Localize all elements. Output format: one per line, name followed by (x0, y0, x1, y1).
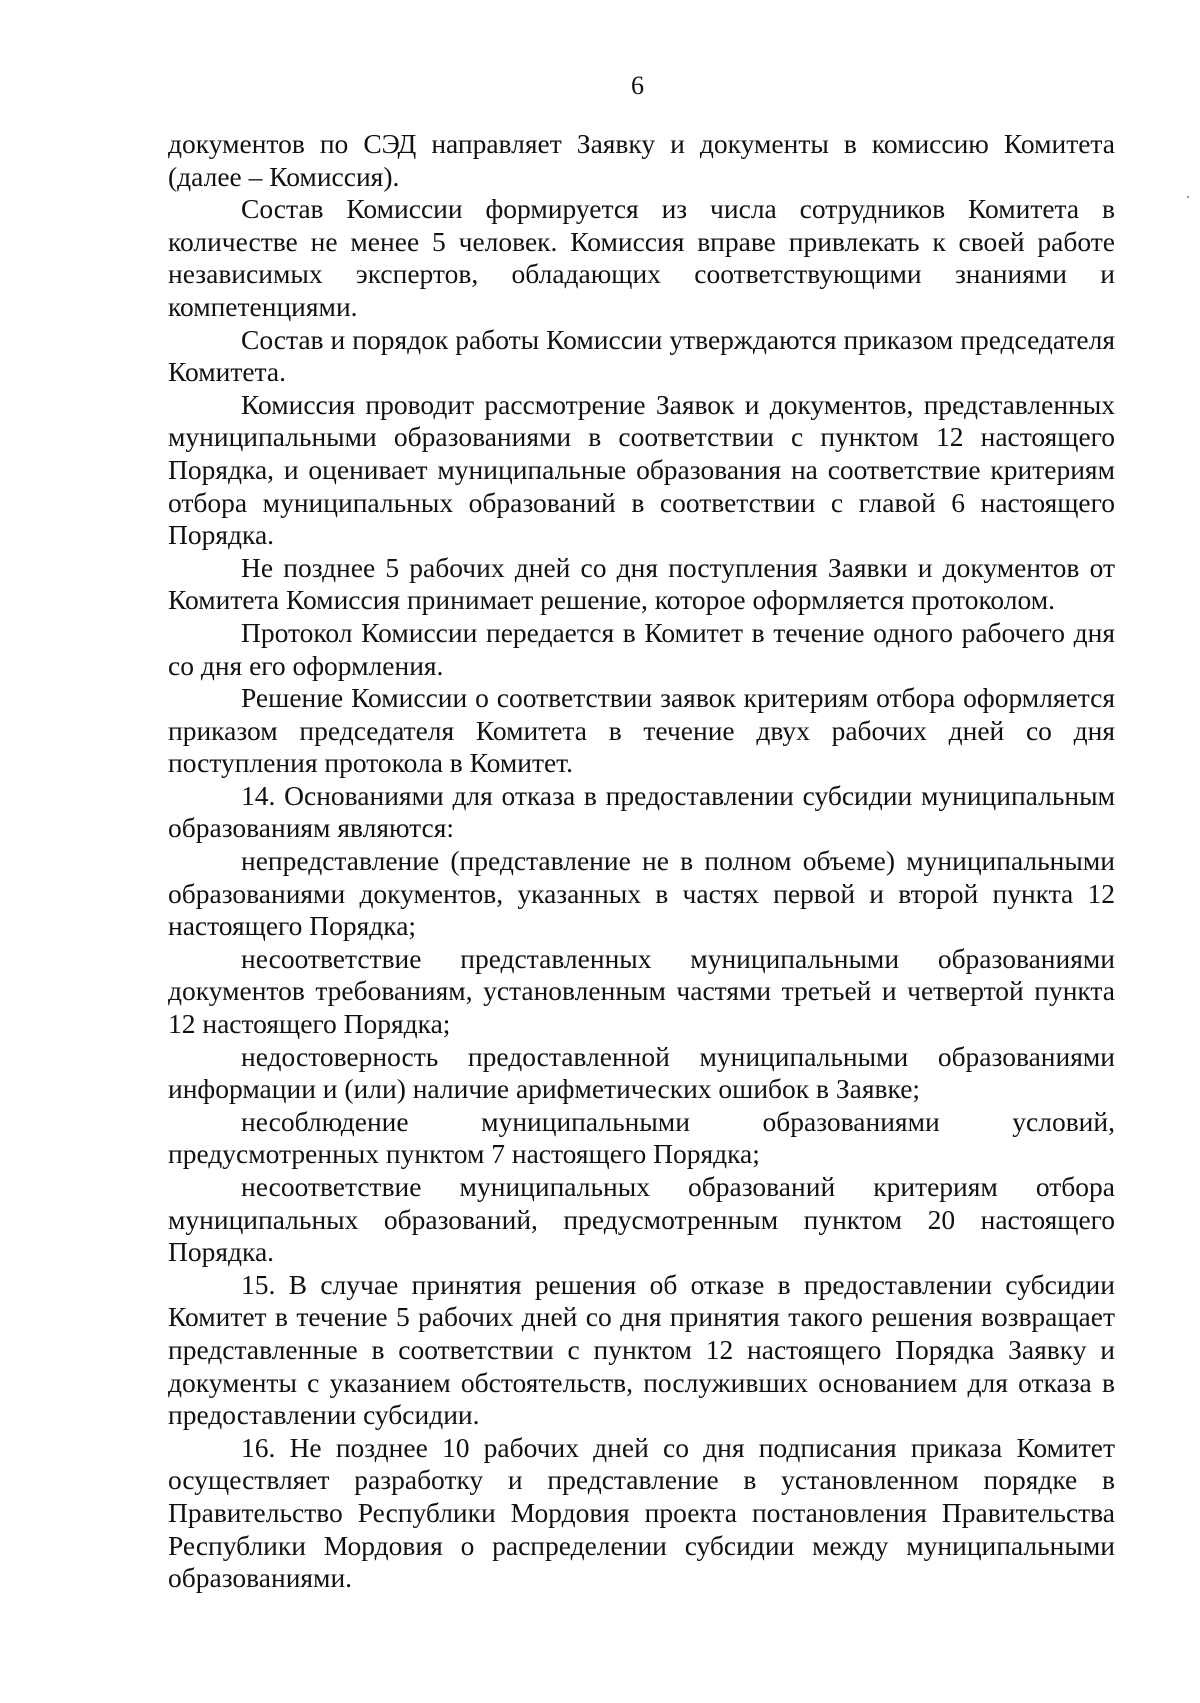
paragraph-ground-unreliable-info: недостоверность предоставленной муниципальными образованиями информации и (или) наличие арифметических ошибок в Заявке; (168, 1040, 1115, 1105)
document-body (168, 128, 1115, 1595)
page-number: 6 (631, 71, 644, 100)
paragraph-ground-conditions-violation: несоблюдение муниципальными образованиями условий, предусмотренных пунктом 7 настоящего Порядка; (168, 1105, 1115, 1170)
paragraph-decision-order: Решение Комиссии о соответствии заявок критериям отбора оформляется приказом председателя Комитета в течение двух рабочих дней со дня поступления протокола в Комитет. (168, 682, 1115, 779)
paragraph-commission-composition: Состав Комиссии формируется из числа сотрудников Комитета в количестве не менее 5 человек. Комиссия вправе привлекать к своей работе независимых экспертов, обладающих соответствующими знаниями и компетенциями. (168, 193, 1115, 322)
paragraph-ground-nonsubmission: непредставление (представление не в полном объеме) муниципальными образованиями документов, указанных в частях первой и второй пункта 12 настоящего Порядка; (168, 845, 1115, 942)
paragraph-commission-approval: Состав и порядок работы Комиссии утверждаются приказом председателя Комитета. (168, 323, 1115, 388)
paragraph-ground-noncompliance-documents: несоответствие представленных муниципальными образованиями документов требованиям, установленным частями третьей и четвертой пункта 12 настоящего Порядка; (168, 942, 1115, 1040)
paragraph-15-refusal-return: 15. В случае принятия решения об отказе в предоставлении субсидии Комитет в течение 5 рабочих дней со дня принятия такого решения возвращает представленные в соответствии с пунктом 12 настоящего Порядка Заявку и документы с указанием обстоятельств, послуживших основанием для отказа в предоставлении субсидии. (168, 1268, 1115, 1431)
paragraph-ground-criteria-mismatch: несоответствие муниципальных образований критериям отбора муниципальных образований, предусмотренным пунктом 20 настоящего Порядка. (168, 1171, 1115, 1268)
paragraph-continuation: документов по СЭД направляет Заявку и документы в комиссию Комитета (далее – Комиссия). (168, 128, 1115, 192)
paragraph-16-resolution-draft: 16. Не позднее 10 рабочих дней со дня подписания приказа Комитет осуществляет разработку и представление в установленном порядке в Правительство Республики Мордовия проекта постановления Правительства Республики Мордовия о распределении субсидии между муниципальными образованиями. (168, 1431, 1115, 1594)
paragraph-protocol-transfer: Протокол Комиссии передается в Комитет в течение одного рабочего дня со дня его оформления. (168, 616, 1115, 681)
scan-speck (1187, 196, 1189, 198)
paragraph-14-refusal-grounds: 14. Основаниями для отказа в предоставлении субсидии муниципальным образованиям являются: (168, 779, 1115, 844)
paragraph-commission-review: Комиссия проводит рассмотрение Заявок и документов, представленных муниципальными образованиями в соответствии с пунктом 12 настоящего Порядка, и оценивает муниципальные образования на соответствие критериям отбора муниципальных образований в соответствии с главой 6 настоящего Порядка. (168, 388, 1115, 551)
paragraph-commission-decision-deadline: Не позднее 5 рабочих дней со дня поступления Заявки и документов от Комитета Комиссия принимает решение, которое оформляется протоколом. (168, 551, 1115, 616)
